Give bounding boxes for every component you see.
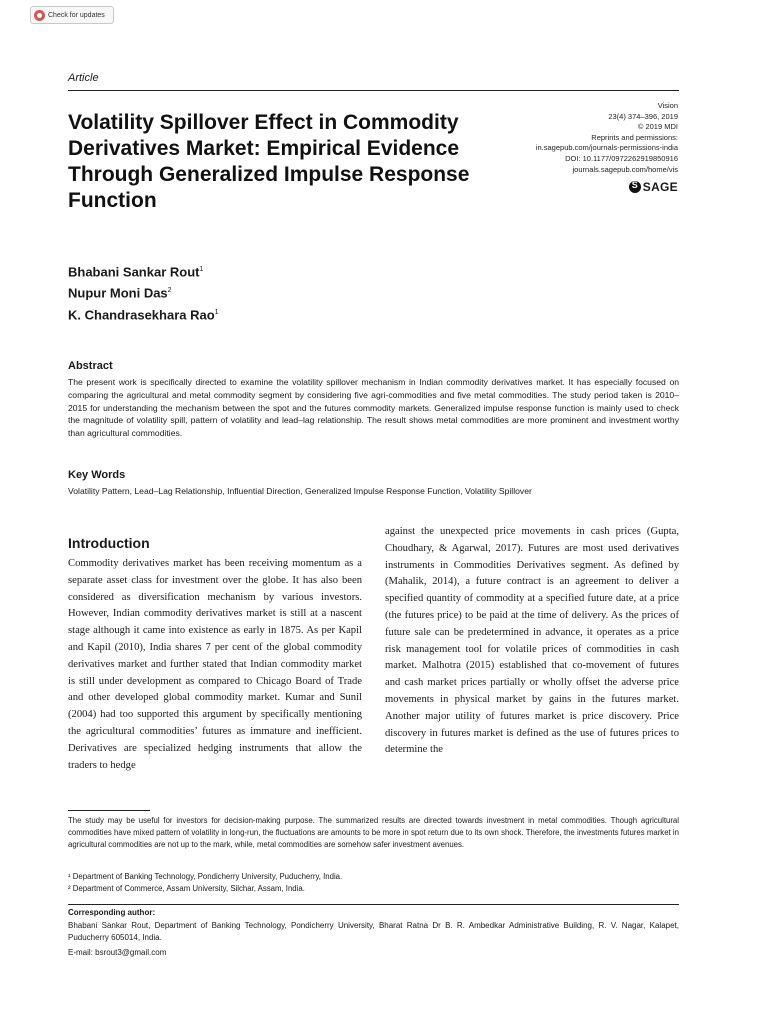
keywords-heading: Key Words — [68, 469, 126, 481]
corresponding-divider — [68, 904, 679, 905]
body-column-left: Commodity derivatives market has been receiving momentum as a separate asset class for investment over the globe. It has also been considered as diversification mechanism by various investors. However, Indian commodity derivatives market is still at a nascent stage although it came into existence as early in 1875. As per Kapil and Kapil (2010), India shares 7 per cent of the global commodity derivatives market and further stated that Indian commodity market is still under development as compared to Chicago Board of Trade and other developed global commodity market. Kumar and Sunil (2004) had too supported this argument by specifically mentioning the agricultural commodities’ futures as immature and inefficient. Derivatives are specialized hedging instruments that allow the traders to hedge — [68, 558, 362, 771]
journal-name: Vision — [657, 101, 678, 110]
copyright: © 2019 MDI — [637, 122, 678, 132]
author: Nupur Moni Das$^2$ — [68, 285, 172, 301]
journal-meta — [378, 101, 678, 175]
corresponding-address: Bhabani Sankar Rout, Department of Banking Technology, Pondicherry University, Bharat Ratna Dr B. R. Ambedkar Administrative Building, R. V. Nagar, Kalapet, Puducherry 605014, India. — [68, 921, 679, 943]
author: Bhabani Sankar Rout$^1$ — [68, 264, 204, 280]
affiliation-2: ² Department of Commerce, Assam University, Silchar, Assam, India. — [68, 884, 305, 893]
abstract-text: The present work is specifically directed to examine the volatility spillover mechanism in Indian commodity derivatives market. It has especially focused on comparing the agricultural and metal commodity segment by considering five agri-commodities and five metal commodities. The study period taken is 2010–2015 for understanding the mechanism between the spot and the futures commodity markets. Generalized impulse response function is mainly used to check the magnitude of volatility spill, pattern of volatility and lead–lag relationship. The result shows metal commodities are more prominent and investment worthy than agricultural commodities. — [68, 377, 679, 439]
header-divider — [68, 90, 679, 91]
body-column-right: against the unexpected price movements in cash prices (Gupta, Choudhary, & Agarwal, 2017). Futures are most used derivatives instruments in Commodities Derivatives segment. As defined by (Mahalik, 2014), a future contract is an agreement to deliver a specified quantity of commodity at a specified future date, at a price (the futures price) to be paid at the time of delivery. As the prices of future sale can be predetermined in advance, it operates as a price risk management tool for volatile prices of commodities in cash market. Malhotra (2015) established that co-movement of futures and cash market prices partially or wholly offset the adverse price movements in physical market by gains in the futures market. Another major utility of futures market is price discovery. Price discovery in futures market is defined as the use of futures prices to determine the — [385, 526, 679, 756]
abstract-heading: Abstract — [68, 360, 113, 372]
keywords-text: Volatility Pattern, Lead–Lag Relationship, Influential Direction, Generalized Impulse Response Function, Volatility Spillover — [68, 486, 532, 496]
affiliation-1: ¹ Department of Banking Technology, Pondicherry University, Puducherry, India. — [68, 872, 343, 881]
article-type-label: Article — [68, 72, 99, 84]
affiliations — [68, 871, 342, 895]
footnote-divider — [68, 810, 150, 811]
sage-logo-icon — [629, 181, 641, 193]
corresponding-heading: Corresponding author: — [68, 908, 156, 917]
journal-volume: 23(4) 374–396, 2019 — [608, 111, 678, 121]
reprints-label: Reprints and permissions: — [591, 132, 678, 142]
check-for-updates-label: Check for updates — [48, 11, 105, 19]
check-for-updates-badge[interactable] — [30, 6, 114, 24]
permissions-link[interactable]: in.sagepub.com/journals-permissions-india — [535, 143, 678, 153]
corresponding-email[interactable]: E-mail: bsrout3@gmail.com — [68, 948, 167, 957]
doi-link[interactable]: DOI: 10.1177/0972262919850916 — [565, 153, 678, 163]
author: K. Chandrasekhara Rao$^1$ — [68, 306, 219, 322]
author-list — [68, 260, 219, 324]
crossmark-icon — [34, 10, 45, 21]
journal-home-link[interactable]: journals.sagepub.com/home/vis — [572, 164, 678, 174]
publisher-name: SAGE — [642, 180, 678, 194]
sage-logo — [629, 180, 678, 194]
footnote-summary: The study may be useful for investors for decision-making purpose. The summarized results are directed towards investment in metal commodities. Though agricultural commodities have mixed pattern of volatility in long-run, the fluctuations are amounts to be more in spot return due to its own shock. Therefore, the investments futures market in agricultural commodities are not up to the mark, while, metal commodities are somehow safer investment avenues. — [68, 816, 679, 850]
paper-title: Volatility Spillover Effect in Commodity Derivatives Market: Empirical Evidence Through Generalized Impulse Response Function — [68, 111, 470, 212]
introduction-heading: Introduction — [68, 535, 150, 551]
